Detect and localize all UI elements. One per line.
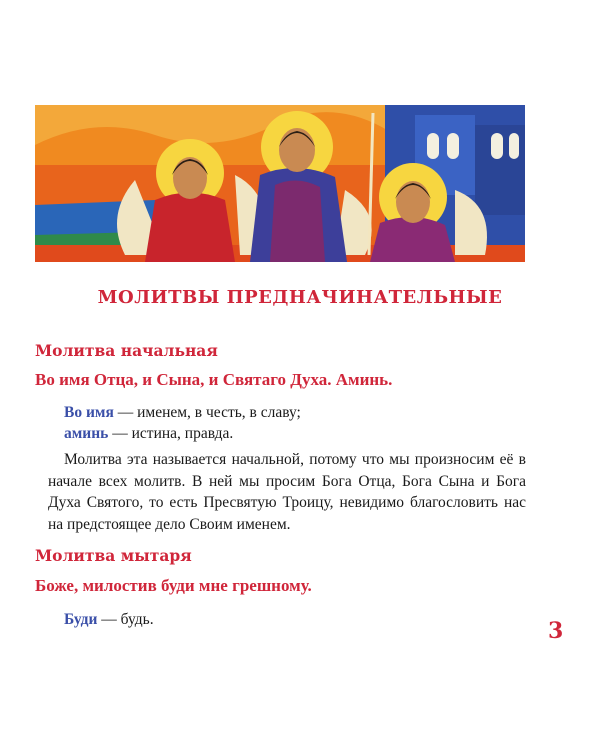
prayer-text-publican: Боже, милостив буди мне грешному.: [35, 576, 312, 595]
gloss-line: [64, 609, 154, 630]
gloss-line: [64, 402, 301, 423]
gloss-term: Во имя: [64, 404, 114, 421]
gloss-term: Буди: [64, 611, 98, 628]
gloss-line: [64, 423, 233, 444]
trinity-icon-banner: [35, 105, 525, 262]
gloss-definition: — истина, правда.: [108, 425, 234, 442]
prayer-title-publican: Молитва мытаря: [35, 546, 192, 565]
prayer-text-initial: Во имя Отца, и Сына, и Святаго Духа. Аминь.: [35, 370, 393, 389]
gloss-definition: — именем, в честь, в славу;: [113, 404, 301, 421]
holy-trinity-icon: [35, 105, 525, 262]
gloss-term: аминь: [64, 425, 109, 442]
gloss-definition: — будь.: [97, 611, 154, 628]
prayer-title-initial: Молитва начальная: [35, 341, 218, 360]
page-number: 3: [548, 618, 564, 644]
section-heading: МОЛИТВЫ ПРЕДНАЧИНАТЕЛЬНЫЕ: [97, 287, 503, 308]
prayer-explanation: Молитва эта называется начальной, потому что мы произносим её в начале всех молитв. В ней мы просим Бога Отца, Бога Сына и Бога Духа Святого, то есть Пресвятую Троицу, невидимо благословить нас на предстоящее дело Своим именем.: [48, 451, 526, 533]
